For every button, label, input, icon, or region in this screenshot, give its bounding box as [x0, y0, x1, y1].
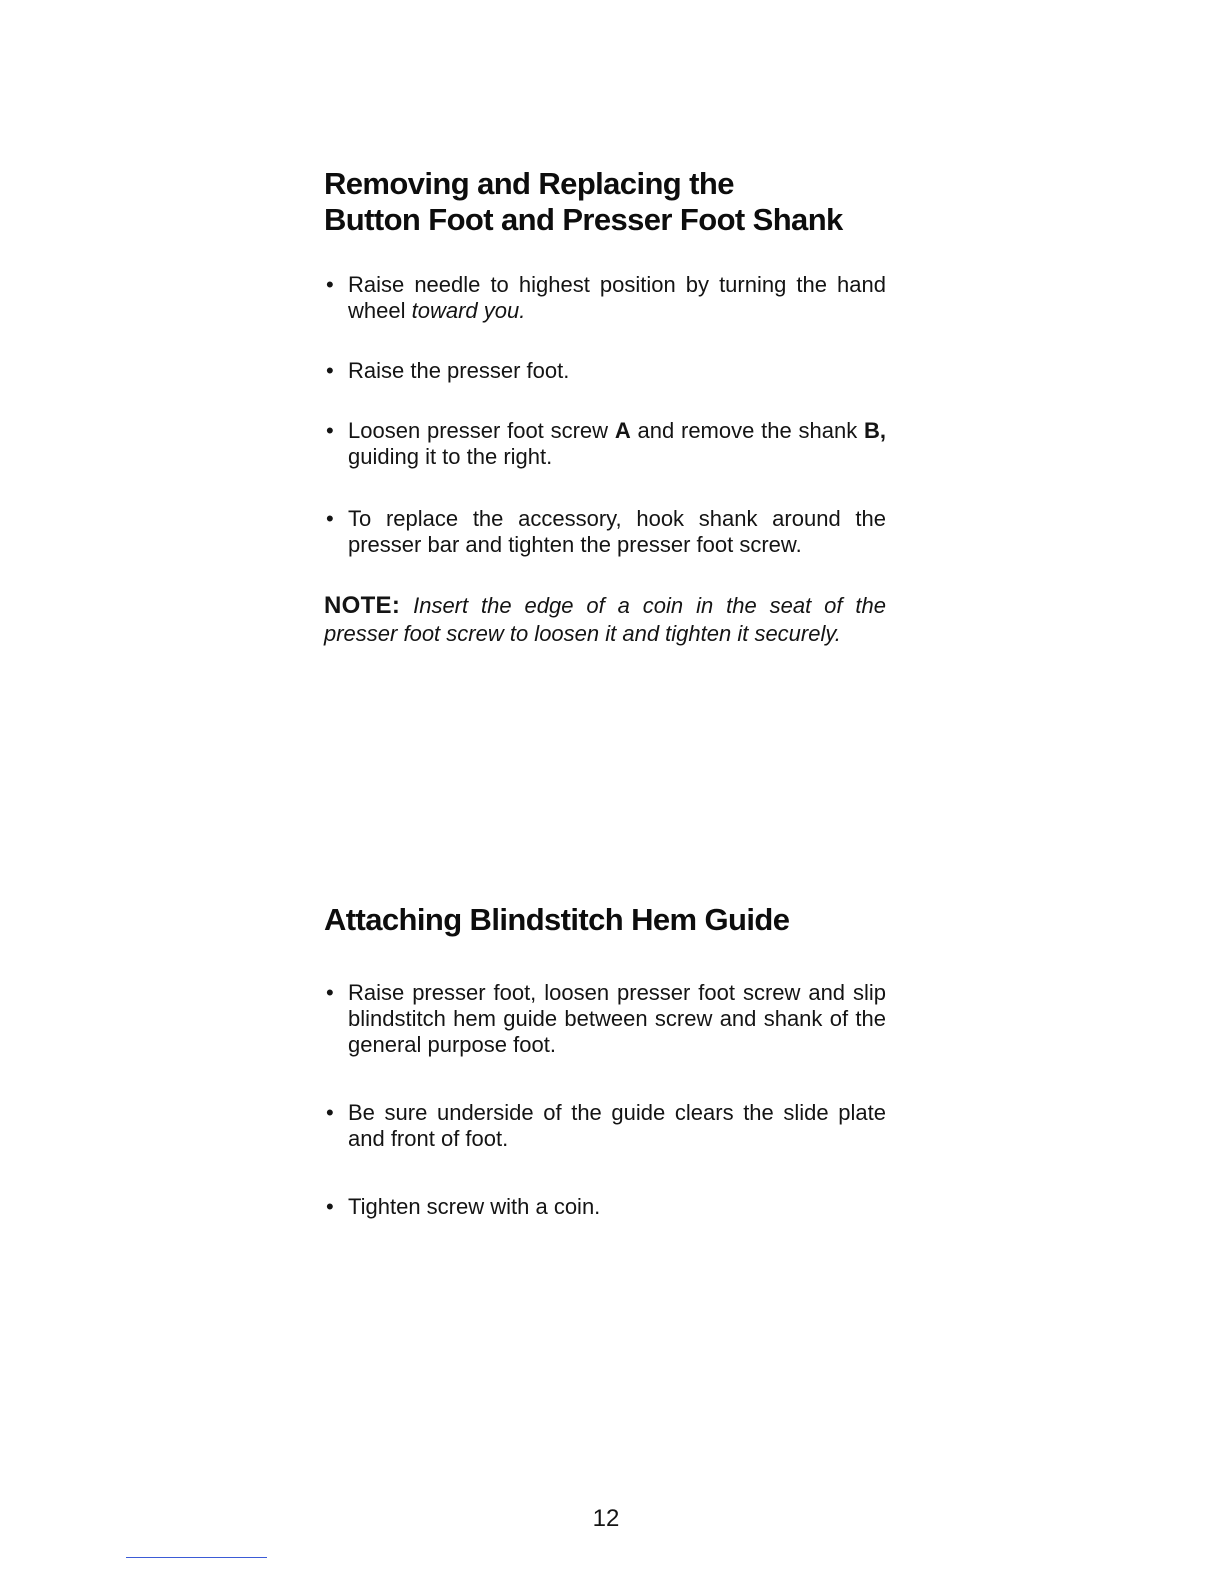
instruction-list [324, 272, 886, 558]
bullet-icon: • [326, 980, 334, 1005]
screw-label-a: A [614, 418, 631, 443]
bullet-icon: • [326, 1194, 334, 1219]
item-text: Raise needle to highest position by turning the hand wheel [348, 272, 886, 323]
footer-rule [126, 1557, 267, 1558]
title-line-1: Removing and Replacing the [324, 166, 734, 201]
item-text: Loosen presser foot screw [348, 418, 615, 443]
item-text: Tighten screw with a coin. [348, 1194, 601, 1219]
item-text: and remove the shank [630, 418, 864, 443]
note-label: NOTE: [324, 592, 401, 619]
section-blindstitch-guide [324, 902, 886, 1262]
list-item [324, 1194, 886, 1220]
title-line-2: Button Foot and Presser Foot Shank [324, 202, 843, 237]
note-paragraph [324, 592, 886, 648]
item-text: Be sure underside of the guide clears the slide plate and front of foot. [348, 1100, 886, 1151]
instruction-list [324, 980, 886, 1220]
list-item [324, 1100, 886, 1152]
item-text: Raise presser foot, loosen presser foot screw and slip blindstitch hem guide between screw and shank of the general purpose foot. [348, 980, 886, 1057]
shank-label-b: B, [864, 418, 886, 443]
item-text-italic: toward you. [411, 298, 526, 323]
list-item [324, 506, 886, 558]
page-number: 12 [592, 1505, 620, 1532]
bullet-icon: • [326, 272, 334, 297]
bullet-icon: • [326, 506, 334, 531]
list-item [324, 418, 886, 470]
list-item [324, 358, 886, 384]
bullet-icon: • [326, 418, 334, 443]
item-text: guiding it to the right. [348, 444, 553, 469]
section-title-removing-replacing [324, 166, 886, 238]
item-text: To replace the accessory, hook shank around the presser bar and tighten the presser foot screw. [348, 506, 886, 557]
bullet-icon: • [326, 358, 334, 383]
bullet-icon: • [326, 1100, 334, 1125]
list-item [324, 272, 886, 324]
section-removing-replacing [324, 166, 886, 670]
note-text: Insert the edge of a coin in the seat of the presser foot screw to loosen it and tighten it securely. [324, 593, 886, 646]
list-item [324, 980, 886, 1058]
section-title-blindstitch: Attaching Blindstitch Hem Guide [324, 902, 790, 937]
item-text: Raise the presser foot. [348, 358, 570, 383]
